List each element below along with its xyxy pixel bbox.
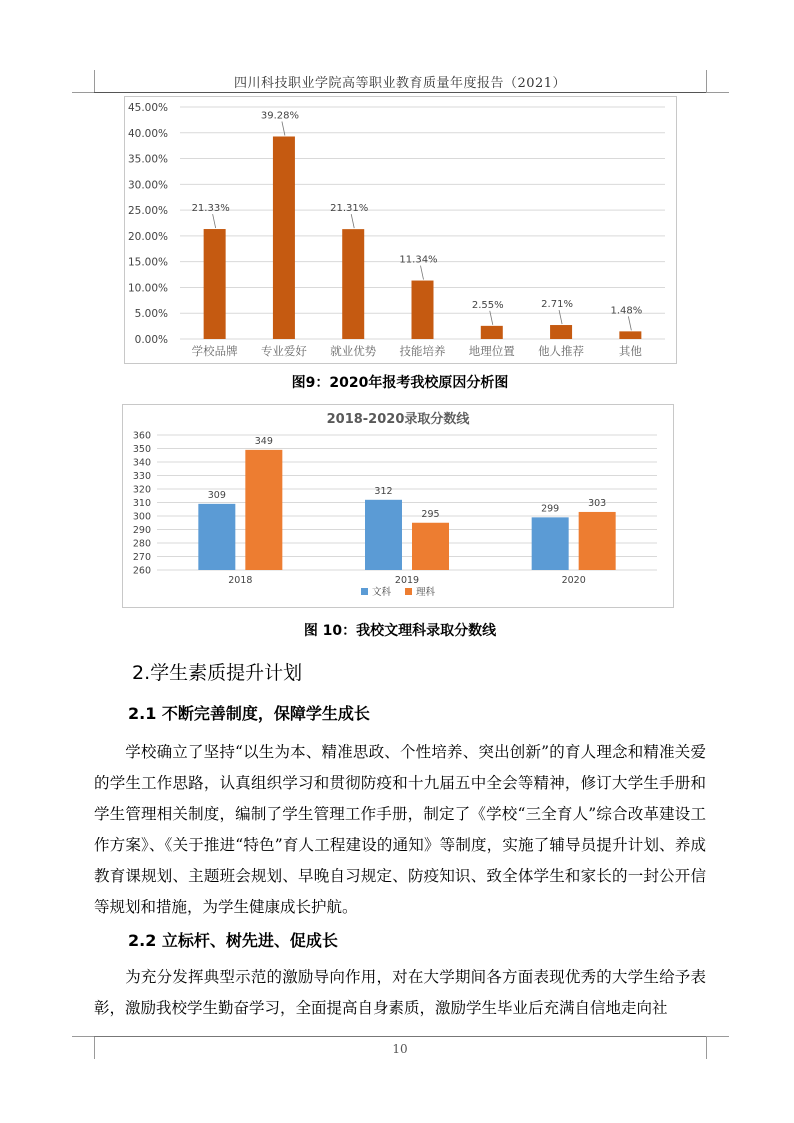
- subsection-heading-2-1: 2.1 不断完善制度，保障学生成长: [128, 704, 370, 723]
- data-label: 21.31%: [330, 203, 369, 215]
- data-label-leader: [421, 266, 424, 280]
- data-label: 299: [541, 503, 560, 515]
- y-tick-label: 340: [132, 457, 151, 469]
- y-tick-label: 15.00%: [127, 256, 168, 269]
- paragraph-2-2: [94, 962, 706, 1024]
- subsection-heading-2-2: 2.2 立标杆、树先进、促成长: [128, 931, 338, 950]
- y-tick-label: 290: [132, 525, 151, 536]
- bar: [204, 229, 226, 339]
- y-tick-label: 320: [132, 484, 151, 496]
- x-tick-label: 学校品牌: [191, 344, 238, 358]
- section-heading: 2.学生素质提升计划: [132, 662, 303, 684]
- y-tick-label: 0.00%: [134, 334, 168, 346]
- chart-title: 2018-2020录取分数线: [326, 412, 470, 427]
- y-tick-label: 300: [132, 511, 151, 523]
- paragraph-2-1: [94, 737, 706, 923]
- bar: [365, 500, 402, 570]
- data-label: 39.28%: [260, 110, 299, 122]
- bar: [412, 523, 449, 570]
- data-label: 2.71%: [541, 299, 573, 311]
- y-tick-label: 280: [132, 538, 151, 550]
- data-label: 309: [207, 489, 226, 501]
- chart-application-reasons: [124, 96, 677, 364]
- bar: [245, 450, 282, 570]
- y-tick-label: 350: [132, 444, 151, 455]
- data-label-leader: [213, 214, 216, 228]
- x-tick-label: 2020: [561, 575, 586, 586]
- y-tick-label: 35.00%: [127, 153, 168, 166]
- y-tick-label: 10.00%: [127, 282, 168, 295]
- data-label: 303: [588, 497, 607, 509]
- y-tick-label: 20.00%: [127, 230, 168, 243]
- x-tick-label: 专业爱好: [260, 344, 307, 358]
- x-tick-label: 其他: [618, 344, 642, 358]
- x-tick-label: 2019: [394, 575, 420, 586]
- chart-application-reasons-svg: [125, 97, 676, 363]
- y-tick-label: 360: [132, 430, 151, 442]
- bar: [619, 331, 641, 339]
- data-label: 1.48%: [610, 305, 643, 317]
- bar: [481, 326, 503, 339]
- bar: [273, 136, 295, 339]
- x-tick-label: 就业优势: [330, 344, 377, 358]
- corner-mark-bottom-left: [72, 1036, 95, 1059]
- chart-admission-scores-svg: [123, 405, 673, 607]
- data-label-leader: [628, 316, 631, 330]
- y-tick-label: 260: [132, 565, 151, 577]
- data-label: 21.33%: [191, 203, 230, 215]
- header-rule: [94, 92, 706, 93]
- bar: [532, 517, 569, 570]
- data-label: 2.55%: [471, 299, 504, 311]
- running-header: 四川科技职业学院高等职业教育质量年度报告（2021）: [233, 76, 567, 91]
- corner-mark-top-right: [706, 70, 729, 93]
- data-label: 312: [374, 485, 393, 497]
- data-label: 349: [254, 435, 273, 447]
- paragraph-2-1-text: 学校确立了坚持“以生为本、精准思政、个性培养、突出创新”的育人理念和精准关爱的学生工作思路，认真组织学习和贯彻防疫和十九届五中全会等精神，修订大学生手册和学生管理相关制度，编制了学生管理工作手册，制定了《学校“三全育人”综合改革建设工作方案》、《关于推进“特色”育人工程建设的通知》等制度，实施了辅导员提升计划、养成教育课规划、主题班会规划、早晚自习规定、防疫知识、致全体学生和家长的一封公开信等规划和措施，为学生健康成长护航。: [94, 743, 706, 916]
- x-tick-label: 地理位置: [468, 344, 515, 358]
- bar: [579, 512, 616, 570]
- corner-mark-top-left: [72, 70, 95, 93]
- bar: [550, 325, 572, 339]
- y-tick-label: 310: [132, 498, 151, 509]
- figure-10-caption: 图 10：我校文理科录取分数线: [303, 623, 497, 639]
- chart-admission-scores: [122, 404, 674, 608]
- y-tick-label: 40.00%: [127, 127, 168, 140]
- bar: [198, 504, 235, 570]
- data-label-leader: [282, 121, 285, 135]
- x-tick-label: 技能培养: [399, 344, 446, 358]
- y-tick-label: 270: [132, 552, 151, 563]
- page-number: 10: [392, 1042, 408, 1056]
- x-tick-label: 2018: [228, 575, 253, 586]
- data-label-leader: [351, 214, 354, 228]
- y-tick-label: 25.00%: [127, 205, 168, 218]
- footer-rule: [94, 1036, 706, 1037]
- corner-mark-bottom-right: [706, 1036, 729, 1059]
- bar: [412, 281, 434, 339]
- data-label-leader: [559, 310, 562, 324]
- paragraph-2-2-text: 为充分发挥典型示范的激励导向作用，对在大学期间各方面表现优秀的大学生给予表彰，激励我校学生勤奋学习，全面提高自身素质，激励学生毕业后充满自信地走向社: [94, 968, 706, 1017]
- legend-label: 文科: [372, 587, 392, 598]
- bar: [342, 229, 364, 339]
- figure-9-caption: 图9：2020年报考我校原因分析图: [291, 375, 509, 391]
- y-tick-label: 5.00%: [134, 308, 168, 321]
- x-tick-label: 他人推荐: [538, 344, 585, 358]
- y-tick-label: 330: [132, 471, 151, 482]
- legend-swatch: [405, 588, 412, 595]
- legend-label: 理科: [416, 587, 436, 598]
- y-tick-label: 45.00%: [127, 102, 168, 114]
- legend-swatch: [361, 588, 368, 595]
- y-tick-label: 30.00%: [127, 179, 168, 192]
- data-label: 11.34%: [399, 254, 438, 266]
- data-label: 295: [421, 508, 440, 520]
